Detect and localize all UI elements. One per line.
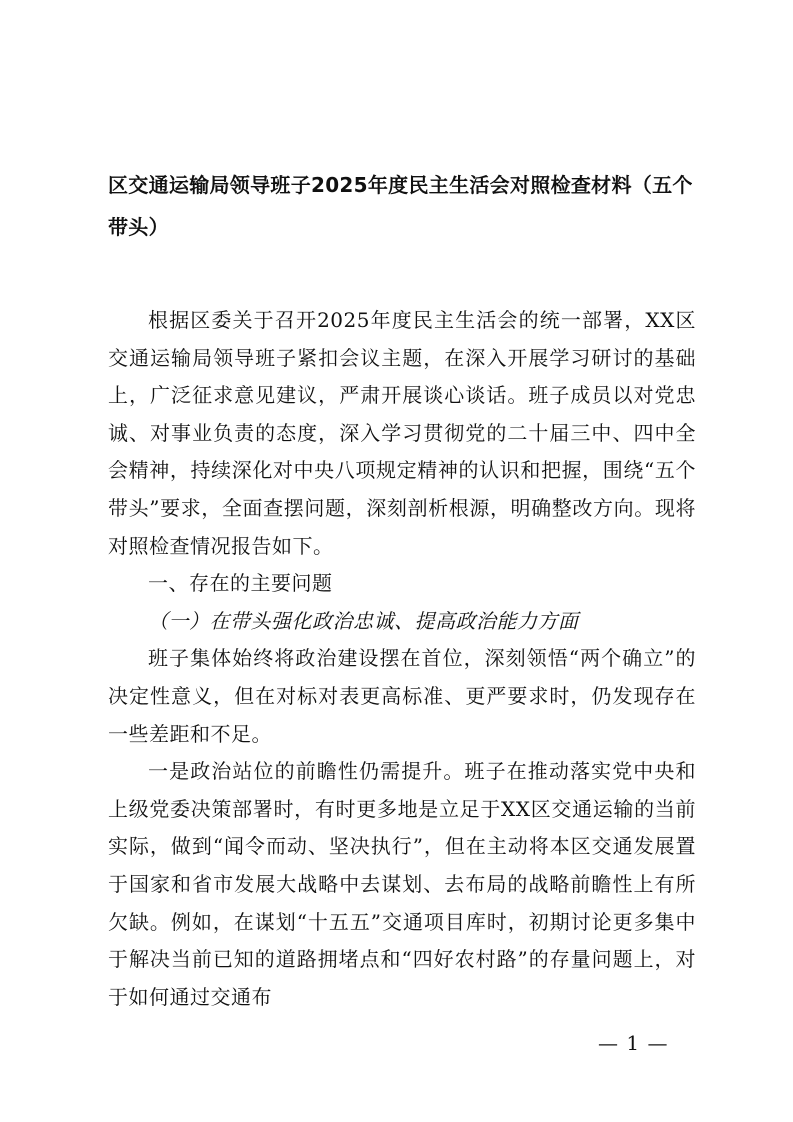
document-title: 区交通运输局领导班子2025年度民主生活会对照检查材料（五个带头） (108, 173, 693, 239)
page-number: — 1 — (598, 1031, 669, 1055)
document-body (108, 302, 696, 1016)
intro-paragraph: 根据区委关于召开2025年度民主生活会的统一部署，XX区交通运输局领导班子紧扣会议主题，在深入开展学习研讨的基础上，广泛征求意见建议，严肃开展谈心谈话。班子成员以对党忠诚、对事业负责的态度，深入学习贯彻党的二十届三中、四中全会精神，持续深化对中央八项规定精神的认识和把握，围绕“五个带头”要求，全面查摆问题，深刻剖析根源，明确整改方向。现将对照检查情况报告如下。 (108, 308, 696, 558)
body-paragraph: 班子集体始终将政治建设摆在首位，深刻领悟“两个确立”的决定性意义，但在对标对表更高标准、更严要求时，仍发现存在一些差距和不足。 (108, 646, 696, 746)
section-heading: 一、存在的主要问题 (148, 571, 333, 596)
subsection-heading: （一）在带头强化政治忠诚、提高政治能力方面 (148, 608, 579, 633)
body-paragraph: 一是政治站位的前瞻性仍需提升。班子在推动落实党中央和上级党委决策部署时，有时更多地是立足于XX区交通运输的当前实际，做到“闻令而动、坚决执行”，但在主动将本区交通发展置于国家和省市发展大战略中去谋划、去布局的战略前瞻性上有所欠缺。例如，在谋划“十五五”交通项目库时，初期讨论更多集中于解决当前已知的道路拥堵点和“四好农村路”的存量问题上，对于如何通过交通布 (108, 759, 696, 1009)
